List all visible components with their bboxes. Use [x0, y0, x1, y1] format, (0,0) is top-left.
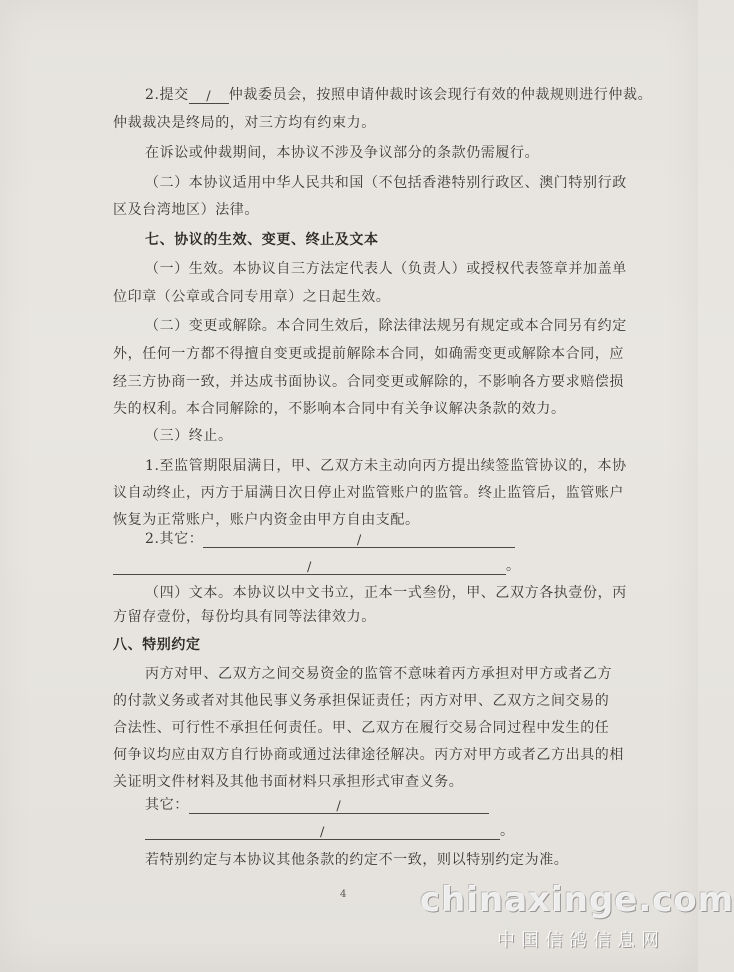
clause-text: 2.其它：: [145, 531, 204, 547]
blank-field-special-other-2: /: [145, 823, 500, 840]
clause-text: 2.提交: [145, 87, 189, 103]
paragraph-line: 方留存壹份，每份均具有同等法律效力。: [113, 609, 376, 625]
paragraph-line: 恢复为正常账户，账户内资金由甲方自由支配。: [113, 512, 420, 528]
paragraph-line: 外，任何一方都不得擅自变更或提前解除本合同，如确需变更或解除本合同，应: [113, 346, 624, 362]
blank-field-other-terms: /: [203, 531, 515, 548]
blank-field-special-other: /: [189, 797, 489, 814]
section-heading-7: 七、协议的生效、变更、终止及文本: [145, 232, 379, 248]
paragraph-line: 1.至监管期限届满日，甲、乙双方未主动向丙方提出续签监管协议的，本协: [145, 458, 627, 474]
paragraph-line: （四）文本。本协议以中文书立，正本一式叁份，甲、乙双方各执壹份，丙: [145, 585, 627, 601]
other-terms-line: [145, 530, 515, 548]
paragraph-line: （二）本协议适用中华人民共和国（不包括香港特别行政区、澳门特别行政: [145, 175, 627, 191]
section-heading-8: 八、特别约定: [113, 637, 201, 653]
paragraph-line: 关证明文件材料及其他书面材料只承担形式审查义务。: [113, 774, 464, 790]
paragraph-line: （一）生效。本协议自三方法定代表人（负责人）或授权代表签章并加盖单: [145, 261, 627, 277]
paragraph-line: 区及台湾地区）法律。: [113, 202, 259, 218]
paragraph-line: 若特别约定与本协议其他条款的约定不一致，则以特别约定为准。: [145, 852, 569, 868]
page-number: 4: [340, 889, 347, 900]
watermark-domain: chinaxinge.com: [420, 880, 734, 920]
paragraph-line: 经三方协商一致，并达成书面协议。合同变更或解除的，不影响各方要求赔偿损: [113, 374, 624, 390]
paragraph-line: 合法性、可行性不承担任何责任。甲、乙双方在履行交易合同过程中发生的任: [113, 720, 610, 736]
paragraph-line: 的付款义务或者对其他民事义务承担保证责任；丙方对甲、乙双方之间交易的: [113, 693, 610, 709]
paragraph-line: 位印章（公章或合同专用章）之日起生效。: [113, 289, 391, 305]
paragraph-line: 在诉讼或仲裁期间，本协议不涉及争议部分的条款仍需履行。: [145, 145, 540, 161]
paragraph-line: 议自动终止，丙方于届满日次日停止对监管账户的监管。终止监管后，监管账户: [113, 485, 624, 501]
arbitration-submit-line: [145, 86, 652, 104]
paragraph-line: 失的权利。本合同解除的，不影响本合同中有关争议解决条款的效力。: [113, 401, 566, 417]
blank-field-arbitration-committee: /: [189, 87, 229, 104]
paragraph-line: （三）终止。: [145, 428, 233, 444]
paragraph-line: 何争议均应由双方自行协商或通过法律途径解决。丙方对甲方或者乙方出具的相: [113, 747, 624, 763]
special-other-line-2: / 。: [145, 822, 515, 840]
paragraph-line: （二）变更或解除。本合同生效后，除法律法规另有规定或本合同另有约定: [145, 318, 627, 334]
paragraph-line: 仲裁裁决是终局的，对三方均有约束力。: [113, 115, 376, 131]
clause-text: 其它：: [145, 797, 189, 813]
paragraph-line: 丙方对甲、乙双方之间交易资金的监管不意味着丙方承担对甲方或者乙方: [145, 666, 613, 682]
blank-field-other-terms-2: /: [113, 558, 506, 575]
watermark-site-name: 中国信鸽信息网: [497, 930, 665, 951]
other-terms-line-2: / 。: [113, 557, 521, 575]
clause-text: 仲裁委员会，按照申请仲裁时该会现行有效的仲裁规则进行仲裁。: [228, 87, 653, 103]
special-other-line: [145, 796, 489, 814]
